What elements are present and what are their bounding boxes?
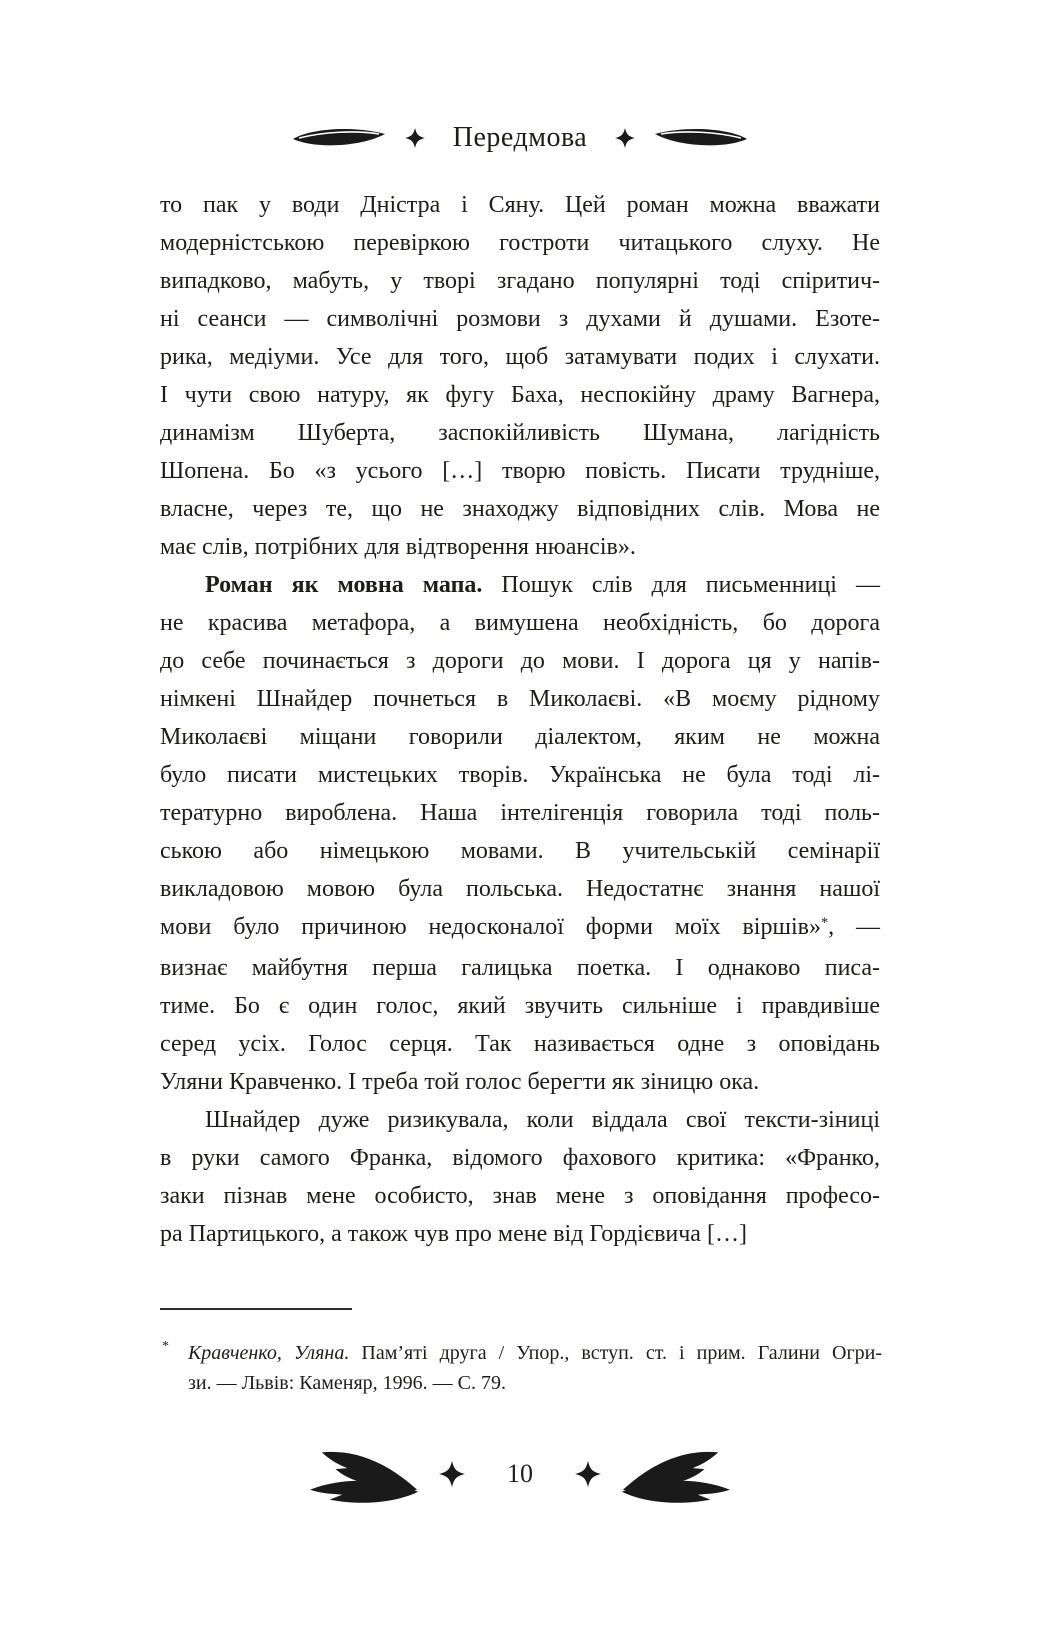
text-line: [160, 604, 880, 642]
text-line: [160, 1215, 880, 1253]
paragraph: [160, 566, 880, 1101]
chapter-header: [160, 116, 880, 160]
text-segment: тературно вироблена. Наша інтелігенція говорила тоді поль-: [160, 800, 880, 826]
text-segment: Пам’яті друга / Упор., вступ. ст. і прим. Галини Огри-: [349, 1342, 883, 1364]
text-segment: Шнайдер дуже ризикувала, коли віддала свої тексти-зіниці: [205, 1107, 880, 1133]
text-segment: ською або німецькою мовами. В учительській семінарії: [160, 838, 880, 864]
text-line: [160, 376, 880, 414]
four-point-star-icon: [405, 128, 425, 148]
four-point-star-icon: [575, 1461, 601, 1487]
text-segment: то пак у води Дністра і Сяну. Цей роман можна вважати: [160, 192, 880, 218]
text-segment: Роман як мовна мапа.: [205, 572, 483, 598]
text-line: [160, 490, 880, 528]
page-footer: [0, 1442, 1040, 1506]
text-segment: ра Партицького, а також чув про мене від Гордієвича […]: [160, 1221, 747, 1247]
text-segment: визнає майбутня перша галицька поетка. І однаково писа-: [160, 955, 880, 981]
text-line: [160, 338, 880, 376]
text-segment: *: [820, 914, 829, 931]
text-line: [188, 1338, 882, 1368]
feather-flourish-right-icon: [617, 1445, 735, 1503]
text-segment: не красива метафора, а вимушена необхідність, бо дорога: [160, 610, 880, 636]
text-line: [160, 528, 880, 566]
text-line: [160, 642, 880, 680]
text-segment: динамізм Шуберта, заспокійливість Шумана, лагідність: [160, 420, 880, 446]
leaf-ornament-left-icon: [291, 125, 387, 151]
text-segment: заки пізнав мене особисто, знав мене з оповідання професо-: [160, 1183, 880, 1209]
text-line: [160, 1177, 880, 1215]
four-point-star-icon: [439, 1461, 465, 1487]
text-segment: Уляни Кравченко. І треба той голос берегти як зіницю ока.: [160, 1069, 760, 1095]
text-segment: модерністською перевіркою гостроти читацького слуху. Не: [160, 230, 880, 256]
text-line: [160, 452, 880, 490]
text-segment: І чути свою натуру, як фугу Баха, неспокійну драму Вагнера,: [160, 382, 880, 408]
text-line: [160, 908, 880, 949]
text-segment: в руки самого Франка, відомого фахового критика: «Франко,: [160, 1145, 880, 1171]
text-line: [160, 718, 880, 756]
footnote: [160, 1338, 882, 1398]
text-segment: тиме. Бо є один голос, який звучить сильніше і правдивіше: [160, 993, 880, 1019]
text-segment: до себе починається з дороги до мови. І дорога ця у напів-: [160, 648, 880, 674]
body-text: [160, 186, 880, 1253]
text-line: [160, 224, 880, 262]
feather-flourish-left-icon: [305, 1445, 423, 1503]
text-segment: Шопена. Бо «з усього […] творю повість. Писати трудніше,: [160, 458, 880, 484]
paragraph: [160, 1101, 880, 1253]
page-number: 10: [507, 1459, 533, 1488]
text-line: [160, 1025, 880, 1063]
text-line: [160, 794, 880, 832]
text-line: [160, 1063, 880, 1101]
text-line: [160, 300, 880, 338]
footnote-text: [160, 1338, 882, 1398]
text-line: [160, 870, 880, 908]
text-segment: Кравченко, Уляна.: [188, 1342, 350, 1364]
text-segment: випадково, мабуть, у творі згадано популярні тоді спіритич-: [160, 268, 880, 294]
text-line: [160, 832, 880, 870]
text-line: [160, 566, 880, 604]
four-point-star-icon: [615, 128, 635, 148]
text-line: [160, 262, 880, 300]
text-line: [160, 680, 880, 718]
text-segment: Миколаєві міщани говорили діалектом, яким не можна: [160, 724, 880, 750]
text-line: [160, 414, 880, 452]
text-segment: ні сеанси — символічні розмови з духами й душами. Езоте-: [160, 306, 880, 332]
text-segment: Пошук слів для письменниці —: [482, 572, 880, 598]
leaf-ornament-right-icon: [653, 125, 749, 151]
paragraph: [160, 186, 880, 566]
text-segment: німкені Шнайдер почнеться в Миколаєві. «В моєму рідному: [160, 686, 880, 712]
text-line: [160, 1101, 880, 1139]
text-segment: було писати мистецьких творів. Українська не була тоді лі-: [160, 762, 880, 788]
text-segment: викладовою мовою була польська. Недостатнє знання нашої: [160, 876, 880, 902]
text-segment: зи. — Львів: Каменяр, 1996. — С. 79.: [188, 1372, 507, 1394]
chapter-title: Передмова: [452, 122, 588, 153]
text-line: [160, 949, 880, 987]
text-segment: мови було причиною недосконалої форми моїх віршів»: [160, 914, 821, 940]
text-line: [160, 1139, 880, 1177]
text-segment: серед усіх. Голос серця. Так називається одне з оповідань: [160, 1031, 880, 1057]
text-line: [160, 756, 880, 794]
text-segment: рика, медіуми. Усе для того, щоб затамувати подих і слухати.: [160, 344, 880, 370]
text-line: [160, 186, 880, 224]
text-segment: власне, через те, що не знаходжу відповідних слів. Мова не: [160, 496, 880, 522]
footnote-marker: *: [162, 1339, 169, 1354]
text-line: [160, 987, 880, 1025]
footnote-separator: [160, 1308, 352, 1310]
text-segment: має слів, потрібних для відтворення нюансів».: [160, 534, 636, 560]
text-segment: , —: [828, 914, 881, 940]
text-line: [188, 1368, 882, 1398]
